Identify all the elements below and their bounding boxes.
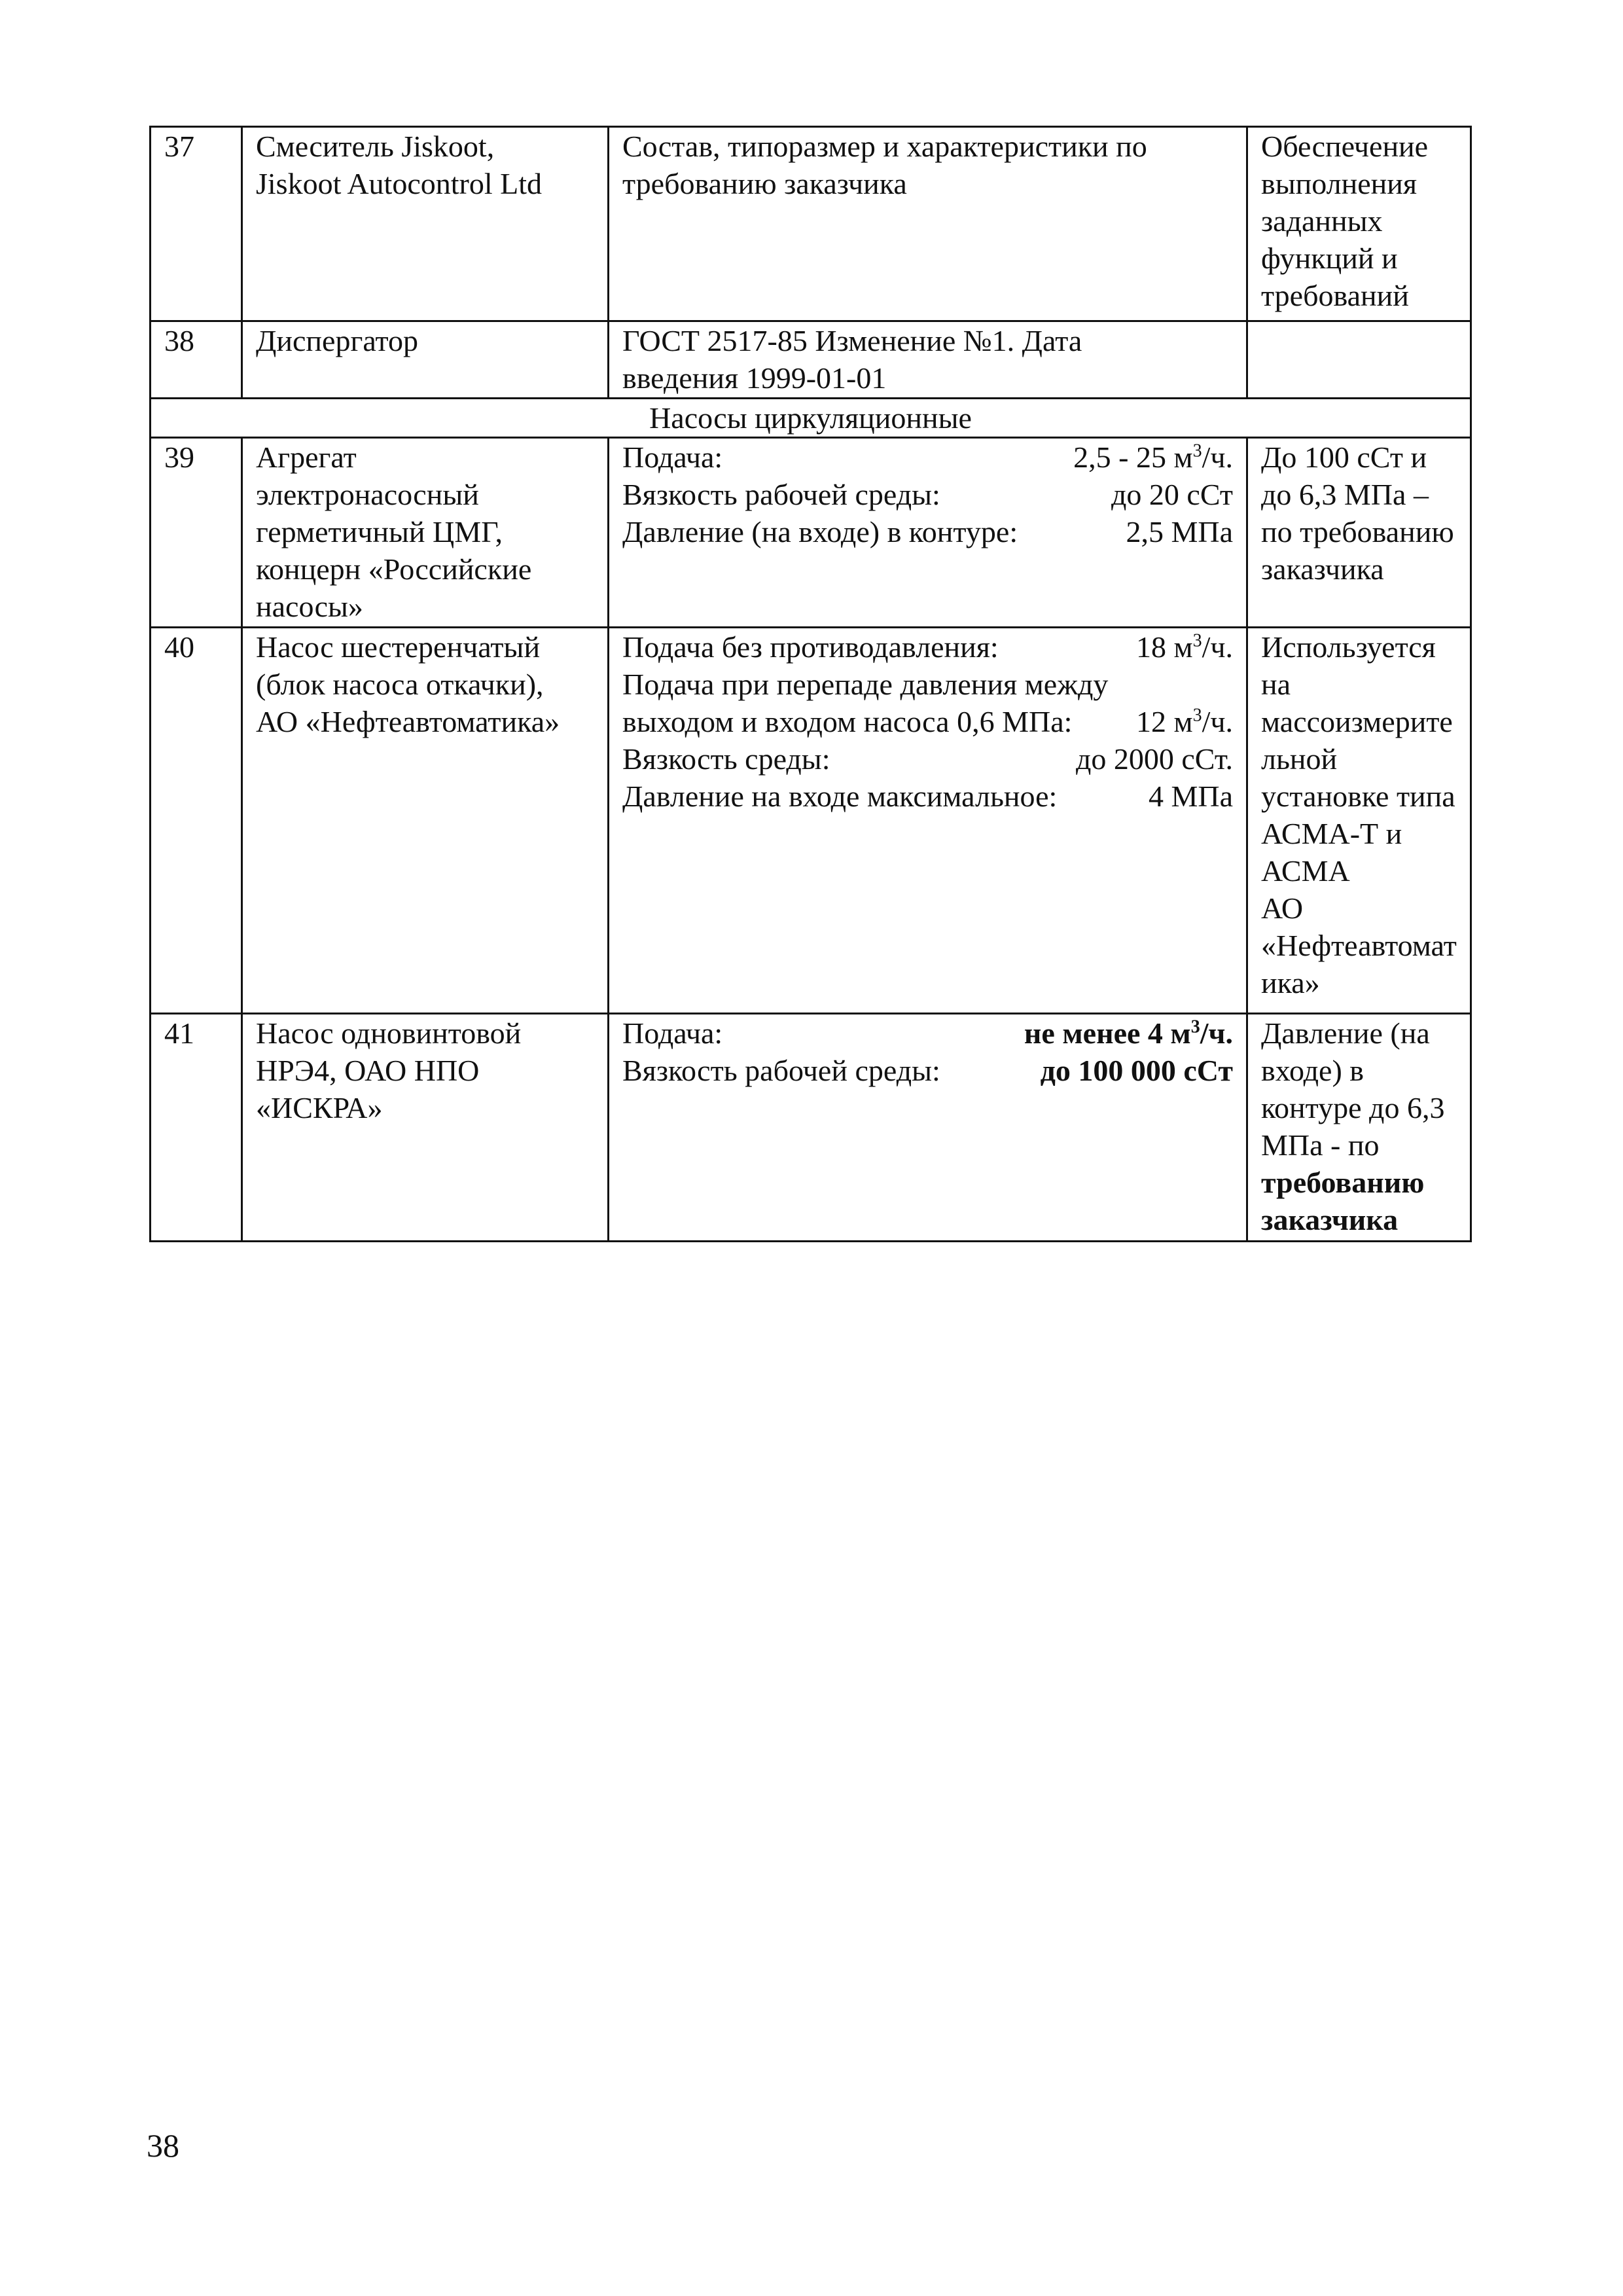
spec-line: Состав, типоразмер и характеристики по [622, 130, 1147, 163]
spec-value: 12 м [1135, 705, 1193, 738]
spec-value: до 20 сСт [1111, 478, 1233, 511]
note-line: До 100 сСт и [1261, 440, 1427, 474]
spec-sup: 3 [1192, 630, 1202, 651]
section-header-row [151, 399, 1471, 438]
table-row [151, 628, 1471, 1014]
equipment-name [242, 628, 609, 1014]
spec-sup: 3 [1192, 705, 1202, 726]
name-line: Смеситель Jiskoot, [256, 130, 495, 163]
equipment-spec [609, 438, 1247, 628]
note-line: функций и [1261, 242, 1398, 275]
spec-unit: /ч. [1200, 1016, 1233, 1050]
name-line: АО «Нефтеавтоматика» [256, 705, 560, 738]
spec-value: 4 МПа [1148, 780, 1233, 813]
spec-value: 2,5 - 25 м [1073, 440, 1193, 474]
row-number: 39 [151, 438, 242, 628]
note-line: Давление (на [1261, 1016, 1430, 1050]
page-number: 38 [147, 2127, 179, 2164]
spec-value-group [1073, 439, 1233, 476]
row-number: 38 [151, 321, 242, 399]
spec-value: до 2000 сСт. [1075, 742, 1233, 776]
equipment-spec [609, 628, 1247, 1014]
name-line: Насос шестеренчатый [256, 630, 541, 664]
note-line: входе) в [1261, 1054, 1364, 1087]
equipment-spec [609, 1014, 1247, 1242]
name-line: Диспергатор [256, 324, 419, 357]
spec-value: не менее 4 м [1024, 1016, 1191, 1050]
equipment-name [242, 438, 609, 628]
equipment-table [149, 126, 1472, 1242]
equipment-spec [609, 321, 1247, 399]
row-number: 40 [151, 628, 242, 1014]
spec-key: выходом и входом насоса 0,6 МПа: [622, 705, 1073, 738]
spec-key: Вязкость рабочей среды: [622, 478, 940, 511]
equipment-spec [609, 127, 1247, 321]
note-line: требованию [1261, 1166, 1425, 1199]
spec-value-group [1136, 703, 1233, 740]
spec-unit: /ч. [1202, 440, 1233, 474]
spec-item [622, 1052, 1233, 1089]
table-row [151, 438, 1471, 628]
spec-value: 2,5 МПа [1126, 515, 1233, 548]
equipment-name [242, 321, 609, 399]
name-line: Агрегат [256, 440, 357, 474]
spec-key: Подача: [622, 1016, 723, 1050]
section-title: Насосы циркуляционные [151, 399, 1471, 438]
spec-line: ГОСТ 2517-85 Изменение №1. Дата [622, 324, 1082, 357]
note-line: на [1261, 668, 1291, 701]
name-line: «ИСКРА» [256, 1091, 383, 1124]
spec-value-group [1024, 1014, 1233, 1052]
spec-key: Подача: [622, 440, 723, 474]
name-line: Насос одновинтовой [256, 1016, 522, 1050]
spec-value: 18 м [1135, 630, 1193, 664]
spec-item [622, 476, 1233, 513]
spec-key: Вязкость среды: [622, 742, 830, 776]
note-line: АО [1261, 891, 1304, 925]
note-line: до 6,3 МПа – [1261, 478, 1429, 511]
spec-value: до 100 000 сСт [1040, 1054, 1233, 1087]
name-line: НРЭ4, ОАО НПО [256, 1054, 480, 1087]
spec-key: Давление (на входе) в контуре: [622, 515, 1018, 548]
note-line: контуре до 6,3 [1261, 1091, 1445, 1124]
note-line: ика» [1261, 966, 1320, 999]
note-line: по требованию [1261, 515, 1454, 548]
spec-key: Подача без противодавления: [622, 630, 999, 664]
spec-sup: 3 [1192, 440, 1202, 461]
spec-item [622, 703, 1233, 740]
equipment-note [1247, 438, 1471, 628]
equipment-note [1247, 321, 1471, 399]
note-line: Используется [1261, 630, 1436, 664]
row-number: 41 [151, 1014, 242, 1242]
spec-key: Давление на входе максимальное: [622, 780, 1058, 813]
name-line: Jiskoot Autocontrol Ltd [256, 167, 542, 200]
table-row [151, 127, 1471, 321]
spec-item [622, 513, 1233, 550]
note-line: АСМА-Т и [1261, 817, 1402, 850]
spec-item [622, 439, 1233, 476]
spec-key: Подача при перепаде давления между [622, 668, 1109, 701]
row-number: 37 [151, 127, 242, 321]
name-line: (блок насоса откачки), [256, 668, 544, 701]
table-row [151, 1014, 1471, 1242]
note-line: установке типа [1261, 780, 1455, 813]
equipment-note [1247, 1014, 1471, 1242]
equipment-note [1247, 628, 1471, 1014]
spec-item [622, 666, 1233, 703]
note-line: «Нефтеавтомат [1261, 929, 1457, 962]
spec-line: требованию заказчика [622, 167, 907, 200]
note-line: заданных [1261, 204, 1383, 238]
equipment-name [242, 127, 609, 321]
equipment-name [242, 1014, 609, 1242]
note-line: Обеспечение [1261, 130, 1429, 163]
spec-sup: 3 [1190, 1016, 1200, 1037]
note-line: льной [1261, 742, 1338, 776]
spec-item [622, 778, 1233, 815]
spec-value-group [1136, 628, 1233, 666]
spec-item [622, 740, 1233, 778]
spec-unit: /ч. [1202, 705, 1233, 738]
name-line: герметичный ЦМГ, [256, 515, 503, 548]
note-line: требований [1261, 279, 1409, 312]
note-line: АСМА [1261, 854, 1350, 888]
name-line: насосы» [256, 590, 363, 623]
note-line: массоизмерите [1261, 705, 1453, 738]
note-line: МПа - по [1261, 1128, 1380, 1162]
name-line: концерн «Российские [256, 552, 532, 586]
spec-unit: /ч. [1202, 630, 1233, 664]
name-line: электронасосный [256, 478, 479, 511]
spec-item [622, 628, 1233, 666]
note-line: заказчика [1261, 1203, 1399, 1236]
spec-item [622, 1014, 1233, 1052]
equipment-note [1247, 127, 1471, 321]
spec-key: Вязкость рабочей среды: [622, 1054, 940, 1087]
note-line: заказчика [1261, 552, 1384, 586]
spec-line: введения 1999-01-01 [622, 361, 887, 395]
table-row [151, 321, 1471, 399]
note-line: выполнения [1261, 167, 1418, 200]
